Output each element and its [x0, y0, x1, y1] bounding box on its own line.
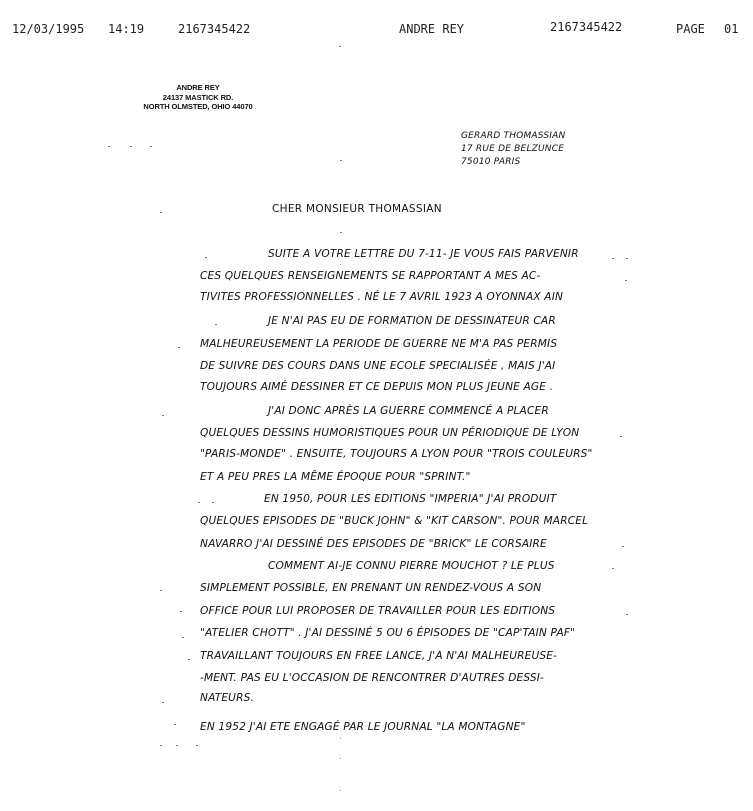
- recipient-street: 17 RUE DE BELZUNCE: [461, 144, 565, 154]
- letter-line: TIVITES PROFESSIONNELLES . NÉ LE 7 AVRIL 1923 A OYONNAX AIN: [200, 291, 564, 303]
- letter-line: -MENT. PAS EU L'OCCASION DE RENCONTRER D'AUTRES DESSI-: [200, 672, 544, 684]
- letter-line: SIMPLEMENT POSSIBLE, EN PRENANT UN RENDEZ-VOUS A SON: [200, 582, 542, 594]
- salutation: CHER MONSIEUR THOMASSIAN: [272, 203, 442, 215]
- letter-line: J'AI DONC APRÈS LA GUERRE COMMENCÉ A PLACER: [268, 405, 549, 417]
- letter-line: MALHEUREUSEMENT LA PERIODE DE GUERRE NE M'A PAS PERMIS: [200, 338, 558, 350]
- letter-line: QUELQUES EPISODES DE "BUCK JOHN" & "KIT CARSON". POUR MARCEL: [200, 515, 589, 527]
- fax-time: 14:19: [108, 22, 145, 36]
- letter-line: TOUJOURS AIMÉ DESSINER ET CE DEPUIS MON PLUS JEUNE AGE .: [200, 381, 554, 393]
- fax-sender-number: 2167345422: [178, 22, 251, 36]
- letter-line: NATEURS.: [200, 692, 254, 704]
- letter-line: COMMENT AI-JE CONNU PIERRE MOUCHOT ? LE PLUS: [268, 560, 555, 572]
- letter-line: JE N'AI PAS EU DE FORMATION DE DESSINATEUR CAR: [268, 315, 556, 327]
- fax-sender-name: ANDRE REY: [399, 22, 465, 36]
- letter-line: SUITE A VOTRE LETTRE DU 7-11- JE VOUS FAIS PARVENIR: [268, 248, 579, 260]
- sender-address-block: [118, 83, 278, 112]
- letter-line: ET A PEU PRES LA MÊME ÉPOQUE POUR "SPRINT.": [200, 471, 471, 483]
- letter-line: QUELQUES DESSINS HUMORISTIQUES POUR UN PÉRIODIQUE DE LYON: [200, 427, 580, 439]
- fax-date: 12/03/1995: [12, 22, 85, 36]
- letter-line: "ATELIER CHOTT" . J'AI DESSINÉ 5 OU 6 ÉPISODES DE "CAP'TAIN PAF": [200, 627, 576, 639]
- letter-line: NAVARRO J'AI DESSINÉ DES EPISODES DE "BRICK" LE CORSAIRE: [200, 538, 547, 550]
- sender-name: ANDRE REY: [176, 83, 220, 92]
- letter-line: EN 1952 J'AI ETE ENGAGÉ PAR LE JOURNAL "LA MONTAGNE": [200, 721, 526, 733]
- sender-city: NORTH OLMSTED, OHIO 44070: [143, 102, 253, 111]
- letter-line: CES QUELQUES RENSEIGNEMENTS SE RAPPORTANT A MES AC-: [200, 270, 541, 282]
- sender-street: 24137 MASTICK RD.: [162, 92, 234, 102]
- letter-line: "PARIS-MONDE" . ENSUITE, TOUJOURS A LYON POUR "TROIS COULEURS": [200, 448, 593, 460]
- fax-transmission-header: [0, 0, 753, 40]
- recipient-name: GERARD THOMASSIAN: [461, 131, 566, 141]
- letter-line: EN 1950, POUR LES EDITIONS "IMPERIA" J'AI PRODUIT: [264, 493, 557, 505]
- recipient-city: 75010 PARIS: [461, 157, 521, 167]
- letter-line: TRAVAILLANT TOUJOURS EN FREE LANCE, J'A N'AI MALHEUREUSE-: [200, 650, 558, 662]
- fax-sender-number-repeat: 2167345422: [550, 20, 623, 34]
- recipient-address-block: [461, 130, 565, 169]
- fax-page-number: 01: [724, 22, 739, 36]
- fax-page-label: PAGE: [676, 22, 705, 36]
- letter-line: DE SUIVRE DES COURS DANS UNE ECOLE SPECIALISÉE , MAIS J'AI: [200, 360, 556, 372]
- letter-line: OFFICE POUR LUI PROPOSER DE TRAVAILLER POUR LES EDITIONS: [200, 605, 556, 617]
